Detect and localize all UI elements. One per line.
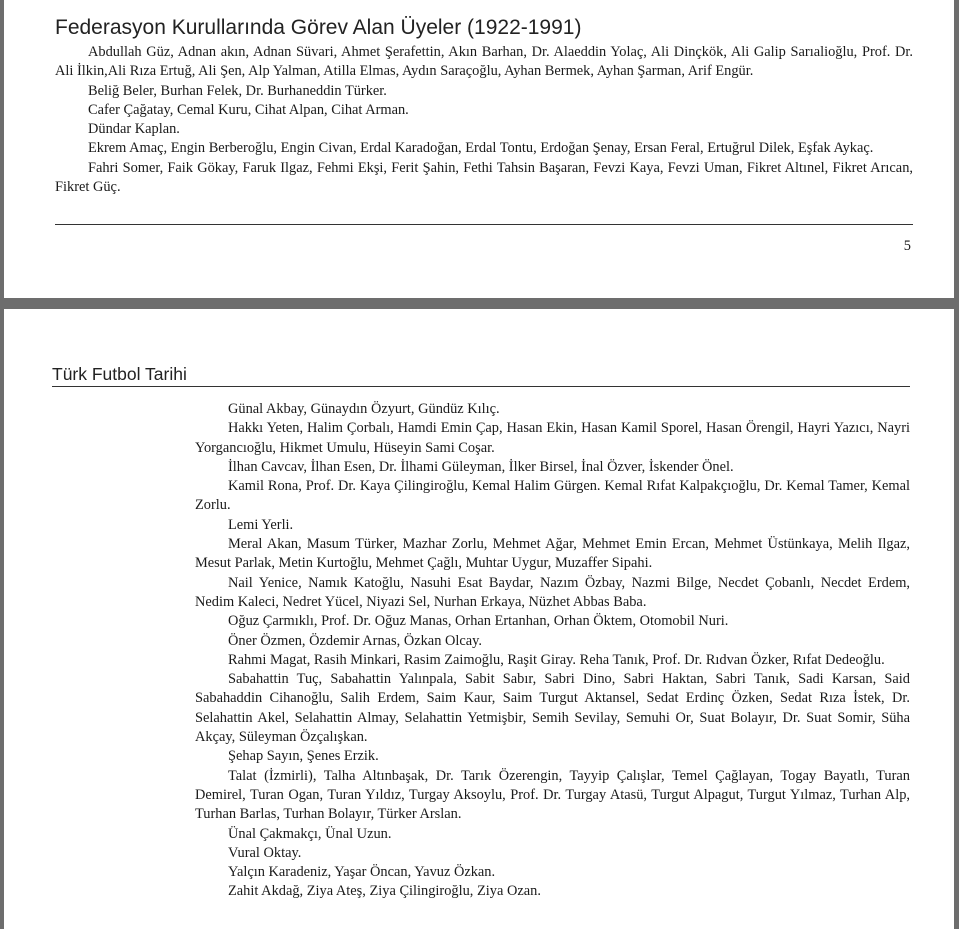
list-paragraph: Ekrem Amaç, Engin Berberoğlu, Engin Civan, Erdal Karadoğan, Erdal Tontu, Erdoğan Şenay, Ersan Feral, Ertuğrul Dilek, Eşfak Aykaç.: [88, 140, 874, 157]
list-paragraph: Hakkı Yeten, Halim Çorbalı, Hamdi Emin Çap, Hasan Ekin, Hasan Kamil Sporel, Hasan Örengil, Hayri Yazıcı, Nayri Yorgancıoğlu, Hikmet Umulu, Hüseyin Sami Coşar.: [195, 420, 910, 456]
document-page-6: [4, 309, 954, 929]
list-paragraph: İlhan Cavcav, İlhan Esen, Dr. İlhami Güleyman, İlker Birsel, İnal Özver, İskender Önel.: [228, 458, 734, 475]
running-header: Türk Futbol Tarihi: [52, 364, 187, 384]
list-paragraph: Zahit Akdağ, Ziya Ateş, Ziya Çilingiroğlu, Ziya Ozan.: [228, 883, 541, 900]
list-paragraph: Ünal Çakmakçı, Ünal Uzun.: [228, 825, 392, 842]
list-paragraph: Cafer Çağatay, Cemal Kuru, Cihat Alpan, Cihat Arman.: [88, 101, 409, 118]
list-paragraph: Şehap Sayın, Şenes Erzik.: [228, 748, 379, 765]
list-paragraph: Oğuz Çarmıklı, Prof. Dr. Oğuz Manas, Orhan Ertanhan, Orhan Öktem, Otomobil Nuri.: [228, 613, 729, 630]
list-paragraph: Vural Oktay.: [228, 844, 302, 861]
page-title: Federasyon Kurullarında Görev Alan Üyeler (1922-1991): [55, 16, 582, 39]
member-list: [195, 400, 910, 902]
document-page-5: [4, 0, 954, 298]
list-paragraph: Fahri Somer, Faik Gökay, Faruk Ilgaz, Fehmi Ekşi, Ferit Şahin, Fethi Tahsin Başaran, Fevzi Kaya, Fevzi Uman, Fikret Altınel, Fikret Arıcan, Fikret Güç.: [55, 159, 913, 196]
list-paragraph: Rahmi Magat, Rasih Minkari, Rasim Zaimoğlu, Raşit Giray. Reha Tanık, Prof. Dr. Rıdvan Özker, Rıfat Dedeoğlu.: [228, 651, 885, 668]
list-paragraph: Dündar Kaplan.: [88, 121, 180, 138]
list-paragraph: Meral Akan, Masum Türker, Mazhar Zorlu, Mehmet Ağar, Mehmet Emin Ercan, Mehmet Üstünkaya, Melih Ilgaz, Mesut Parlak, Metin Kurtoğlu, Mehmet Çağlı, Muhtar Uygur, Muzaffer Sipahi.: [195, 536, 910, 572]
page-number: 5: [903, 238, 911, 254]
list-paragraph: Öner Özmen, Özdemir Arnas, Özkan Olcay.: [228, 632, 483, 649]
list-paragraph: Yalçın Karadeniz, Yaşar Öncan, Yavuz Özkan.: [228, 864, 496, 881]
list-paragraph: Talat (İzmirli), Talha Altınbaşak, Dr. Tarık Özerengin, Tayyip Çalışlar, Temel Çağlayan, Togay Bayatlı, Turan Demirel, Turan Ogan, Turan Yıldız, Turgay Aksoylu, Prof. Dr. Turgay Atasü, Turgut Alpagut, Turgut Yılmaz, Turhan Alp, Turhan Barlas, Turhan Bolayır, Türker Arslan.: [195, 767, 910, 823]
list-paragraph: Sabahattin Tuç, Sabahattin Yalınpala, Sabit Sabır, Sabri Dino, Sabri Haktan, Sabri Tanık, Sadi Karsan, Said Sabahaddin Cihanoğlu, Salih Erdem, Saim Kaur, Saim Turgut Aktansel, Sedat Erdinç Özken, Sedat Rıza İstek, Dr. Selahattin Akel, Selahattin Almay, Selahattin Yetmişbir, Semih Sevilay, Semuhi Or, Suat Bolayır, Dr. Suat Somir, Süha Akçay, Süleyman Özçalışkan.: [195, 671, 910, 746]
list-paragraph: Beliğ Beler, Burhan Felek, Dr. Burhaneddin Türker.: [88, 82, 387, 99]
list-paragraph: Abdullah Güz, Adnan akın, Adnan Süvari, Ahmet Şerafettin, Akın Barhan, Dr. Alaeddin Yolaç, Ali Dinçkök, Ali Galip Sarıalioğlu, Prof. Dr. Ali İlkin,Ali Rıza Ertuğ, Ali Şen, Alp Yalman, Atilla Elmas, Aydın Saraçoğlu, Ayhan Bermek, Ayhan Şarman, Arif Engür.: [55, 44, 913, 80]
list-paragraph: Kamil Rona, Prof. Dr. Kaya Çilingiroğlu, Kemal Halim Gürgen. Kemal Rıfat Kalpakçıoğlu, Dr. Kemal Tamer, Kemal Zorlu.: [195, 478, 910, 514]
list-paragraph: Lemi Yerli.: [228, 516, 294, 533]
header-divider: [52, 386, 910, 387]
list-paragraph: Günal Akbay, Günaydın Özyurt, Gündüz Kılıç.: [228, 401, 500, 417]
list-paragraph: Nail Yenice, Namık Katoğlu, Nasuhi Esat Baydar, Nazım Özbay, Nazmi Bilge, Necdet Çobanlı, Necdet Erdem, Nedim Kaleci, Nedret Yücel, Niyazi Sel, Nurhan Erkaya, Nüzhet Abbas Baba.: [195, 574, 910, 610]
member-list: [55, 43, 913, 197]
footer-divider: [55, 224, 913, 225]
